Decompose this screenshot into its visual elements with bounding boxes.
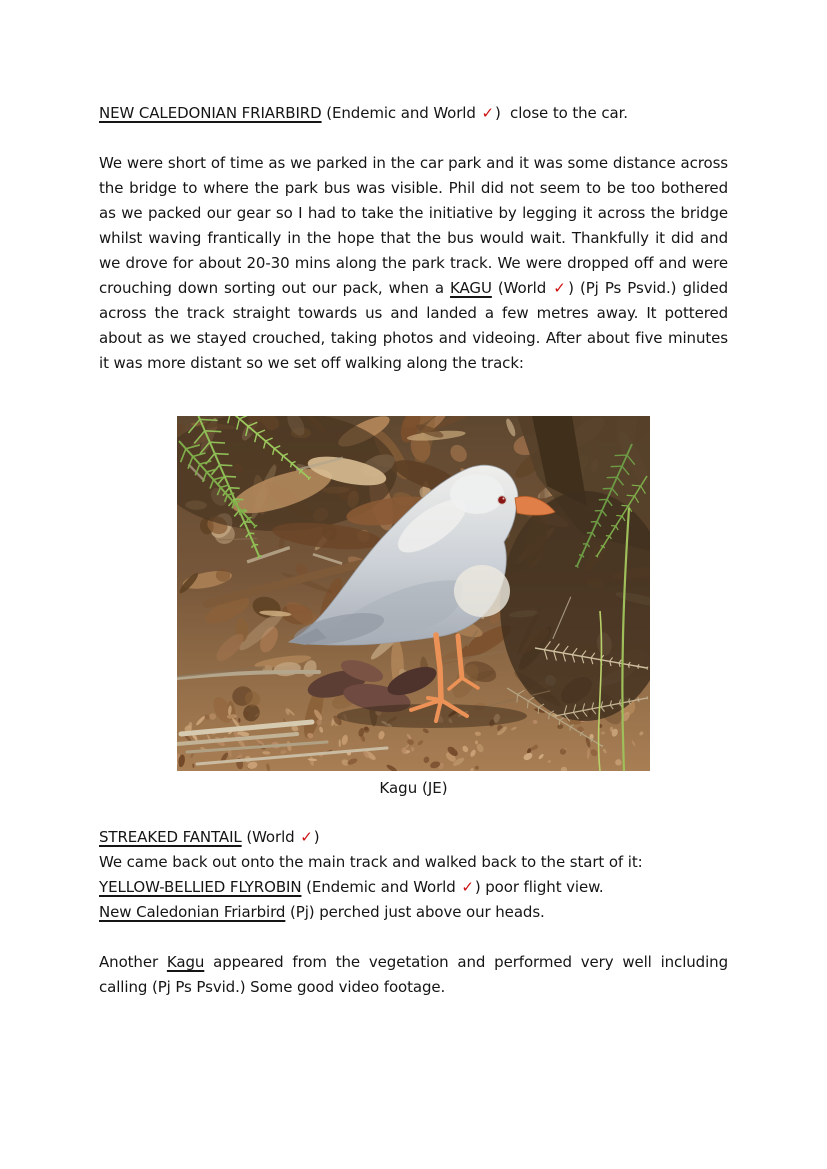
text-run: We were short of time as we parked in the car park and it was some distance across the bridge to where the park bus was visible. Phil did not seem to be too bothered as we packed our gear so I had to take the initiative by legging it across the bridge whilst waving frantically in the hope that the bus would wait. Thankfully it did and we drove for about 20-30 mins along the park track. We were dropped off and were crouching down sorting out our pack, when a: [99, 154, 728, 297]
text-run: ): [313, 828, 320, 846]
kagu-photo: [177, 416, 650, 771]
species-name: STREAKED FANTAIL: [99, 828, 242, 846]
paragraph-second-kagu: [99, 950, 728, 1000]
sighting-line: [99, 850, 728, 875]
red-checkmark-icon: ✓: [553, 279, 568, 297]
text-run: (World: [491, 279, 553, 297]
red-checkmark-icon: ✓: [300, 828, 313, 846]
text-run: We came back out onto the main track and walked back to the start of it:: [99, 853, 643, 871]
sightings-list: [99, 825, 728, 925]
photo-caption: Kagu (JE): [379, 779, 448, 797]
kagu-eye: [498, 496, 506, 504]
red-checkmark-icon: ✓: [481, 104, 494, 122]
species-name: YELLOW-BELLIED FLYROBIN: [99, 878, 302, 896]
paragraph-kagu-encounter: [99, 151, 728, 376]
text-run: ) close to the car.: [494, 104, 628, 122]
sighting-line: [99, 875, 728, 900]
species-heading: [99, 101, 728, 126]
species-name: Kagu: [166, 953, 205, 971]
text-run: (World: [241, 828, 300, 846]
text-run: ) poor flight view.: [474, 878, 604, 896]
text-run: ) (Pj Ps Psvid.) glided across the track straight towards us and landed a few metres away. It pottered about as we stayed crouched, taking photos and videoing. After about five minutes it was more distant so we set off walking along the track:: [99, 279, 729, 372]
species-name: KAGU: [450, 279, 492, 297]
species-name: New Caledonian Friarbird: [99, 903, 286, 921]
text-run: Another: [99, 953, 167, 971]
sighting-line: [99, 825, 728, 850]
sighting-line: [99, 900, 728, 925]
species-name: NEW CALEDONIAN FRIARBIRD: [99, 104, 322, 122]
text-run: (Endemic and World: [301, 878, 461, 896]
text-run: (Endemic and World: [321, 104, 481, 122]
text-run: appeared from the vegetation and performed very well including calling (Pj Ps Psvid.) Some good video footage.: [99, 953, 728, 996]
text-run: (Pj) perched just above our heads.: [285, 903, 545, 921]
kagu-photo-figure: [177, 416, 650, 801]
red-checkmark-icon: ✓: [461, 878, 474, 896]
